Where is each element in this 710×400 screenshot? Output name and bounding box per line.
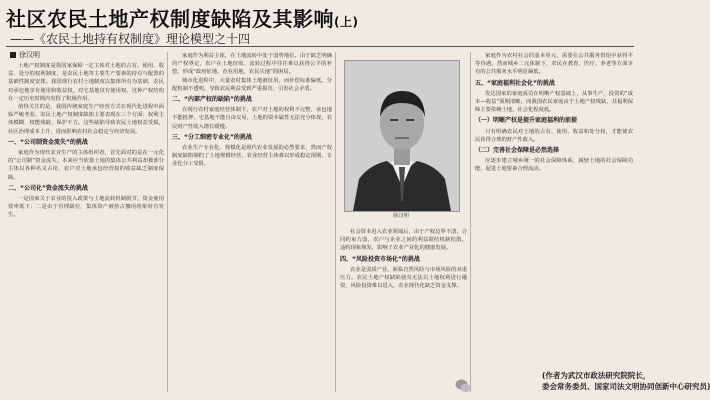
paragraph: 家庭作为现代农业生产的主体组织者，首先面对的是在一元化的“公司制”资金流失。本来应当依靠土地的集体公共利益却被部分主体以各种名义占用，农户对土地承包经营权的收益缺乏制度保障。: [8, 150, 164, 181]
section-heading: 二、“内部产权的缺陷”的挑战: [172, 96, 252, 104]
column-divider: [167, 52, 168, 392]
headline-main: 社区农民土地产权制度缺陷及其影响: [6, 7, 334, 31]
section-heading: （一）明晰产权是提升家庭福利的前提: [475, 117, 578, 125]
subtitle: ——《农民土地持有权制度》理论模型之十四: [10, 32, 251, 46]
author-portrait: [344, 60, 460, 212]
paragraph: 在现行农村家庭经营体制下，农户对土地的权利不完整，承包地不能抵押、宅基地不能自由交易，土地的资本属性无法充分体现，农民财产性收入增长缓慢。: [172, 107, 332, 130]
author-note: [542, 370, 710, 396]
portrait-illustration: [345, 61, 459, 211]
article-column-1: [8, 62, 164, 398]
divider-rule: [6, 46, 634, 47]
section-heading: 一、“公司制资金流失”的挑战: [8, 138, 88, 146]
section-heading: 五、“家庭福利社会化”的挑战: [475, 79, 555, 87]
paragraph: 应逐步建立城乡统一的社会保障体系，减轻土地的社会保障功能，促进土地要素合理流动。: [475, 158, 633, 173]
author-bullet-icon: [10, 52, 16, 58]
author-note-line-1: (作者为武汉市政法研究院院长，: [542, 371, 651, 380]
headline: [6, 3, 358, 32]
section-heading: （二）完善社会保障是必然选择: [475, 147, 560, 155]
paragraph: 农业是弱质产业，面临自然风险与市场风险的双重压力。农民土地产权缺陷使其无法以土地权利进行融资，风险投资难以进入，农业现代化缺乏资金支撑。: [340, 266, 467, 290]
article-column-3: [340, 228, 467, 373]
headline-part: (上): [334, 15, 359, 29]
paragraph: 家庭作为农村社会的基本单元，需要在公共服务供给中获得平等待遇。然而城乡二元体制下，农民在教育、医疗、养老等方面享有的公共服务水平明显偏低。: [475, 53, 633, 76]
wechat-logo-icon: [455, 378, 471, 394]
section-heading: 三、“分工细密专业化”的挑战: [172, 133, 252, 141]
paragraph: 农业生产专业化、规模化是现代农业发展的必然要求，然而产权制度缺陷制约了土地规模经营，农业经营主体难以形成稳定预期，专业化分工受阻。: [172, 145, 332, 168]
paragraph: 只有明确农民对土地的占有、使用、收益和处分权，才能使农民获得合理的财产性收入。: [475, 128, 633, 143]
portrait-caption: 徐汉明: [393, 213, 409, 219]
paragraph: 社会资本进入农业领域后，由于产权边界不清，合同约束力弱，农户与企业之间的利益联结机制松散，违约现象频发，影响了农业产业化的健康发展。: [340, 229, 467, 252]
paragraph: 土地产权制度是指国家保障一定主体对土地的占有、使用、收益、处分的权利制度，是农民土地等主要生产要素的持有与配置的基础性制度安排。我国现行农村土地制度以集体所有为基础，农民对承包地享有使用和收益权，对宅基地仅有使用权，这种产权结构在一定历史时期内发挥了积极作用。: [8, 63, 164, 102]
section-heading: 四、“风险投资市场化”的挑战: [340, 255, 420, 263]
paragraph: 家庭作为利益主体，在土地流转中处于弱势地位。由于缺乏明确的产权界定，农户在土地征收、流转过程中往往难以获得公平的补偿，形成“政府征地、企业用地、农民失地”的困局。: [172, 53, 332, 76]
section-heading: 二、“公司化”资金流失的挑战: [8, 184, 88, 192]
paragraph: 发达国家的家庭成员在明晰产权基础上，从事生产、投资的“成本—收益”预期清晰。而我国农民家庭由于土地产权残缺，其福利保障主要依赖土地，社会化程度低。: [475, 90, 633, 114]
paragraph: 城市化进程中，大量农村集体土地被征用，而补偿标准偏低，分配机制不透明，导致农民利益受到严重损害，引发社会矛盾。: [172, 77, 332, 92]
column-divider: [470, 52, 471, 392]
paragraph: 一是国家关于农业的投入政策与土地流转机制脱节，资金使用效率低下；二是由于管理缺位，集体资产被挤占挪用现象时有发生。: [8, 196, 164, 219]
column-divider: [335, 52, 336, 392]
paragraph: 值得关注的是，我国传统家庭生产经营方式在现代化进程中面临严峻考验。农民土地产权制度缺陷主要表现在三个方面：权利主体模糊、权能残缺、保护不力。这些缺陷导致农民土地权益受损，社区治理成本上升，进而影响农村社会稳定与经济发展。: [8, 104, 164, 135]
article-column-4: [475, 52, 633, 368]
author-name: 徐汉明: [19, 51, 40, 59]
article-column-2: [172, 52, 332, 398]
author-note-line-2: 委会常务委员、国家司法文明协同创新中心研究员): [542, 382, 710, 391]
